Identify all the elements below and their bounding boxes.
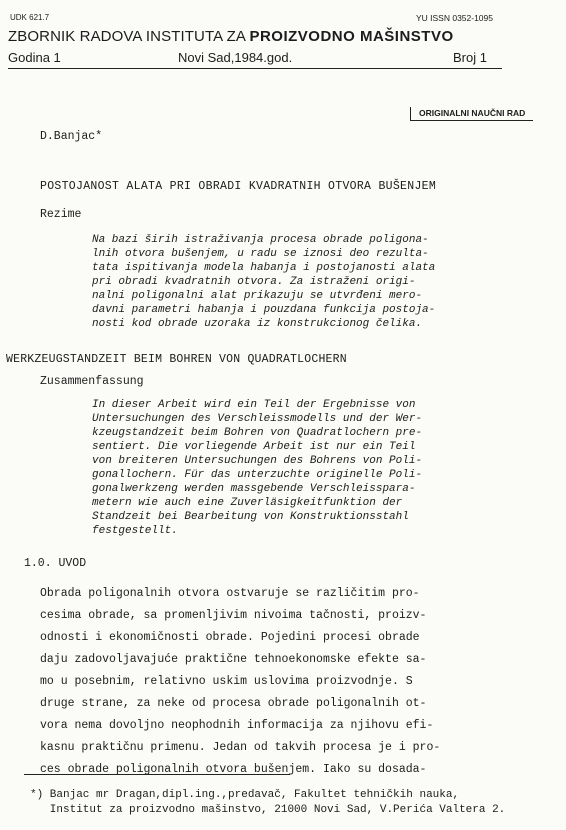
title-serbian: POSTOJANOST ALATA PRI OBRADI KVADRATNIH OTVORA BUŠENJEM — [40, 180, 437, 193]
issn-number: YU ISSN 0352-1095 — [415, 13, 493, 23]
journal-title — [8, 28, 454, 45]
section-heading: 1.0. UVOD — [24, 557, 87, 570]
abstract-heading-german: Zusammenfassung — [40, 375, 144, 388]
abstract-german: In dieser Arbeit wird ein Teil der Ergebnisse von Untersuchungen des Verschleissmodells und der Wer- kzeugstandzeit beim Bohren von Quadratlochern pre- sentiert. Die vorliegende Arbeit ist nur ein Teil von breiteren Untersuchungen des Bohrens von Poli- gonallochern. Für das unterzuchte originelle Poli- gonalwerkzeng werden massgebende Verschleisspara- metern wie auch eine Zuverläsigkeitfunktion der Standzeit bei Bearbeitung von Konstruktionsstahl festgestellt. — [92, 399, 423, 537]
abstract-heading-serbian: Rezime — [40, 208, 82, 221]
title-german: WERKZEUGSTANDZEIT BEIM BOHREN VON QUADRATLOCHERN — [6, 353, 347, 366]
journal-place-date: Novi Sad,1984.god. — [178, 50, 293, 65]
journal-issue: Broj 1 — [453, 50, 487, 65]
journal-title-bold: PROIZVODNO MAŠINSTVO — [249, 28, 454, 45]
body-text: Obrada poligonalnih otvora ostvaruje se različitim pro- cesima obrade, sa promenljivim nivoima tačnosti, proizv- odnosti i ekonomičnosti obrade. Pojedini procesi obrade daju zadovoljavajuće praktične tehnoekonomske efekte sa- mo u posebnim, relativno uskim uslovima proizvodnje. S druge strane, za neke od procesa obrade poligonalnih ot- vora nema dovoljno neophodnih informacija za njihovu efi- kasnu praktičnu primenu. Jedan od takvih procesa je i pro- ces obrade poligonalnih otvora bušenjem. Iako su dosada- — [40, 587, 441, 776]
author: D.Banjac* — [40, 130, 103, 143]
udk-code: UDK 621.7 — [10, 13, 50, 22]
paper-type-badge: ORIGINALNI NAUČNI RAD — [410, 107, 533, 121]
header-rule — [8, 68, 502, 69]
abstract-serbian: Na bazi širih istraživanja procesa obrade poligona- lnih otvora bušenjem, u radu se iznosi deo rezulta- tata ispitivanja modela habanja i postojanosti alata pri obradi kvadratnih otvora. Za istraženi origi- nalni poligonalni alat prikazuju se utvrđeni mero- davni parametri habanja i pouzdana funkcija postoja- nosti kod obrade uzoraka iz konstrukcionog čelika. — [92, 234, 436, 330]
footnote-rule — [24, 774, 290, 775]
journal-year: Godina 1 — [8, 50, 61, 65]
footnote: *) Banjac mr Dragan,dipl.ing.,predavač, Fakultet tehničkih nauka, Institut za proizvodno mašinstvo, 21000 Novi Sad, V.Perića Valtera 2. — [30, 789, 506, 816]
journal-title-plain: ZBORNIK RADOVA INSTITUTA ZA — [8, 28, 250, 45]
